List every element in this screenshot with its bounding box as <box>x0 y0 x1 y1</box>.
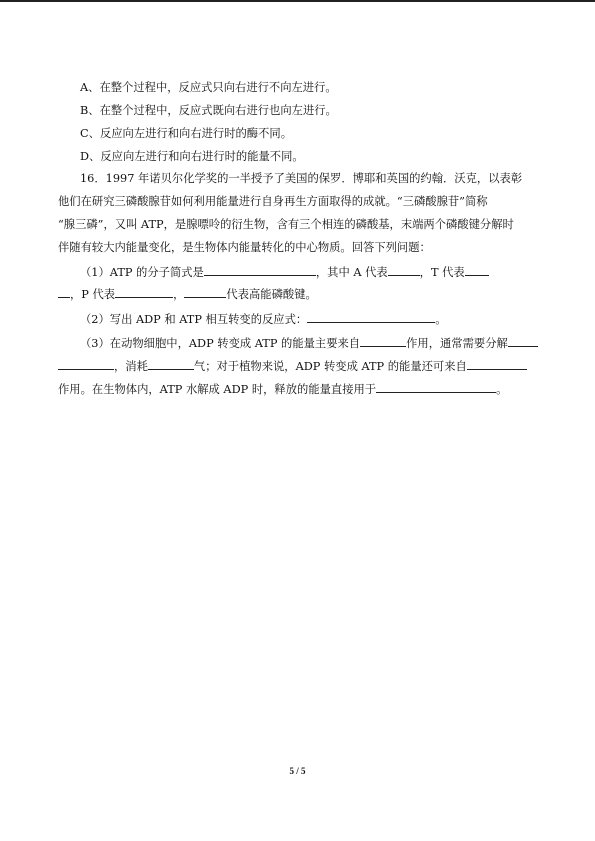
blank-p-meaning[interactable] <box>115 287 173 298</box>
header-rule <box>0 0 595 2</box>
q16-sub1-line-1 <box>80 265 489 280</box>
option-a: A、在整个过程中，反应式只向右进行不向左进行。 <box>80 81 337 94</box>
blank-a-meaning[interactable] <box>388 265 420 276</box>
q16-line-1: 16．1997 年诺贝尔化学奖的一半授予了美国的保罗．博耶和英国的约翰．沃克，以表彰 <box>80 172 523 185</box>
sub3-text-f: 。 <box>496 383 508 396</box>
sub3-text-d: 气；对于植物来说，ADP 转变成 ATP 的能量还可来自 <box>193 360 467 373</box>
blank-decompose-part2[interactable] <box>58 359 114 370</box>
q16-sub3-line-3 <box>58 382 507 397</box>
sub2-text-a: （2）写出 ADP 和 ATP 相互转变的反应式： <box>80 313 308 326</box>
option-c: C、反应向左进行和向右进行时的酶不同。 <box>80 127 292 140</box>
sub3-text-b: 作用，通常需要分解 <box>406 337 508 350</box>
q16-sub2 <box>80 312 447 327</box>
sub1-text-b: ，其中 A 代表 <box>315 266 388 279</box>
sub1-text-c: ，T 代表 <box>419 266 465 279</box>
blank-atp-formula[interactable] <box>204 265 316 276</box>
sub1-text-f: 代表高能磷酸键。 <box>226 288 317 301</box>
blank-plant-energy-source[interactable] <box>467 359 527 370</box>
blank-energy-use[interactable] <box>376 382 496 393</box>
blank-decompose-part1[interactable] <box>508 336 538 347</box>
option-d: D、反应向左进行和向右进行时的能量不同。 <box>80 150 304 163</box>
blank-consume-gas[interactable] <box>148 359 194 370</box>
q16-sub3-line-2 <box>58 359 527 374</box>
q16-sub1-line-2 <box>58 287 317 302</box>
option-b: B、在整个过程中，反应式既向右进行也向左进行。 <box>80 104 337 117</box>
q16-line-3: “腺三磷”，又叫 ATP，是腺嘌呤的衍生物，含有三个相连的磷酸基，末端两个磷酸键分解时 <box>58 218 514 231</box>
sub3-text-c: ，消耗 <box>114 360 148 373</box>
sub1-text-e: ， <box>173 288 185 301</box>
blank-t-meaning-part1[interactable] <box>465 265 489 276</box>
sub1-text-d: ，P 代表 <box>70 288 116 301</box>
q16-line-4: 伴随有较大内能量变化，是生物体内能量转化的中心物质。回答下列问题： <box>58 241 431 254</box>
q16-sub3-line-1 <box>80 336 538 351</box>
blank-t-meaning-part2[interactable] <box>58 287 70 298</box>
blank-high-energy-bond[interactable] <box>184 287 226 298</box>
sub2-text-b: 。 <box>435 313 447 326</box>
sub3-text-e: 作用。在生物体内，ATP 水解成 ADP 时，释放的能量直接用于 <box>58 383 377 396</box>
q16-line-2: 他们在研究三磷酸腺苷如何利用能量进行自身再生方面取得的成就。“三磷酸腺苷”简称 <box>58 195 488 208</box>
blank-animal-energy-source[interactable] <box>360 336 406 347</box>
page-number: 5 / 5 <box>289 766 306 776</box>
sub1-text-a: （1）ATP 的分子简式是 <box>80 266 204 279</box>
sub3-text-a: （3）在动物细胞中，ADP 转变成 ATP 的能量主要来自 <box>80 337 361 350</box>
blank-reaction-equation[interactable] <box>307 312 435 323</box>
